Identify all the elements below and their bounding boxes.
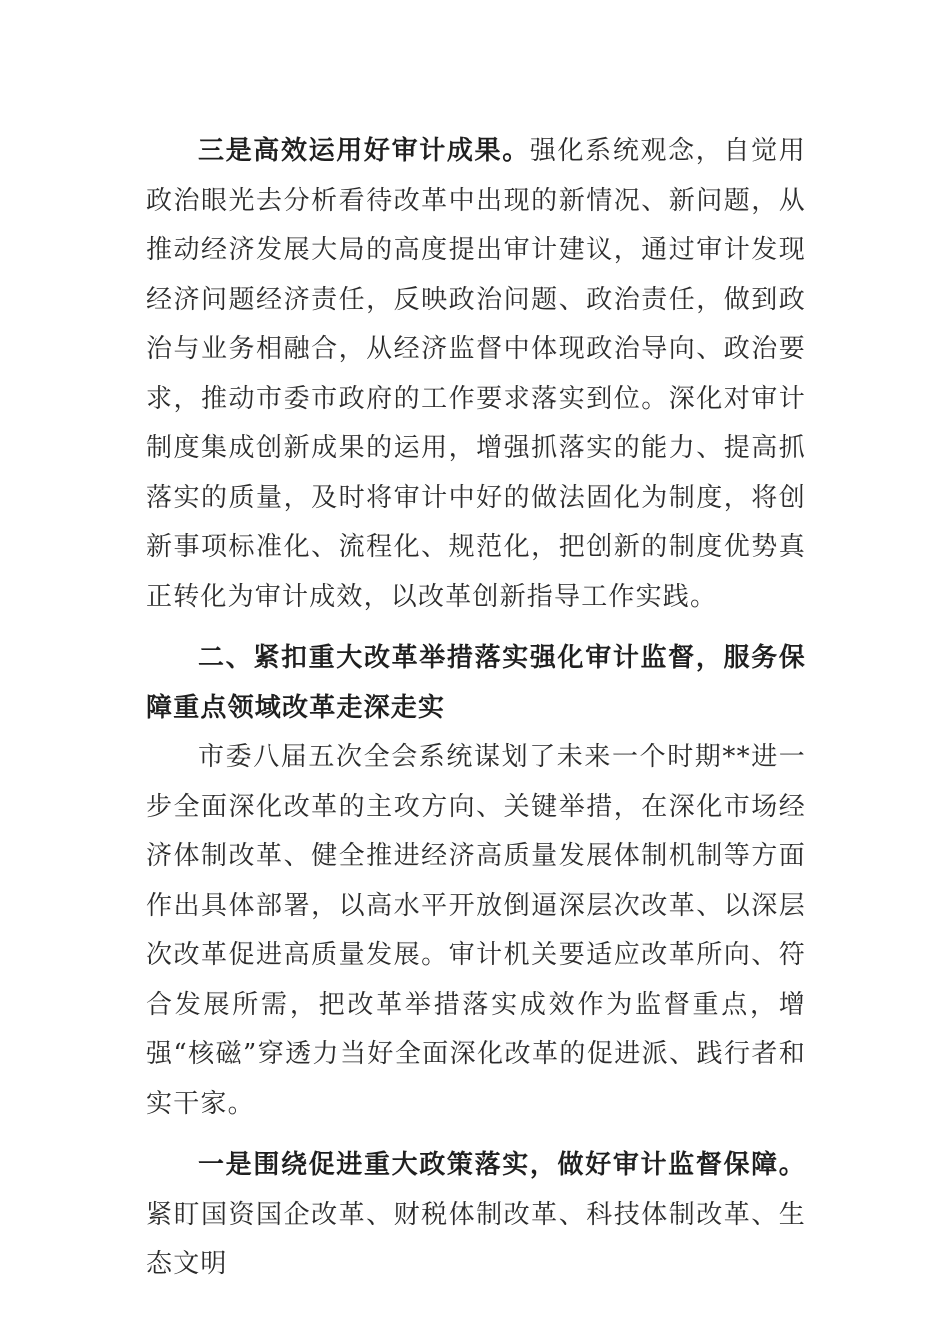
paragraph-results-application — [146, 127, 806, 622]
paragraph-body-one: 紧盯国资国企改革、财税体制改革、科技体制改革、生态文明 — [146, 1199, 806, 1279]
paragraph-lead-one: 一是围绕促进重大政策落实，做好审计监督保障。 — [198, 1150, 806, 1180]
document-body — [146, 127, 806, 1290]
paragraph-reform-overview: 市委八届五次全会系统谋划了未来一个时期**进一步全面深化改革的主攻方向、关键举措，在深化市场经济体制改革、健全推进经济高质量发展体制机制等方面作出具体部署，以高水平开放倒逼深层次改革、以深层次改革促进高质量发展。审计机关要适应改革所向、符合发展所需，把改革举措落实成效作为监督重点，增强“核磁”穿透力当好全面深化改革的促进派、践行者和实干家。 — [146, 742, 806, 1119]
paragraph-policy-implementation — [146, 1141, 806, 1290]
section-heading-two: 二、紧扣重大改革举措落实强化审计监督，服务保障重点领域改革走深走实 — [146, 643, 806, 723]
paragraph-lead-three: 三是高效运用好审计成果。 — [198, 136, 530, 166]
paragraph-body-three: 强化系统观念，自觉用政治眼光去分析看待改革中出现的新情况、新问题，从推动经济发展大局的高度提出审计建议，通过审计发现经济问题经济责任，反映政治问题、政治责任，做到政治与业务相融合，从经济监督中体现政治导向、政治要求，推动市委市政府的工作要求落实到位。深化对审计制度集成创新成果的运用，增强抓落实的能力、提高抓落实的质量，及时将审计中好的做法固化为制度，将创新事项标准化、流程化、规范化，把创新的制度优势真正转化为审计成效，以改革创新指导工作实践。 — [146, 136, 806, 612]
